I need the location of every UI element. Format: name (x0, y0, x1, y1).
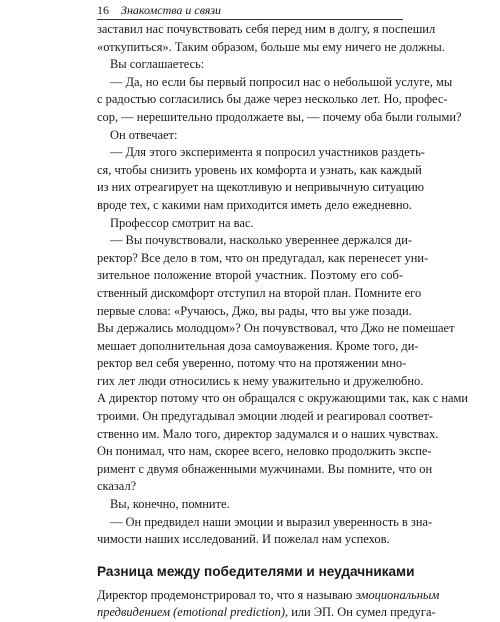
section-heading: Разница между победителями и неудачниками (97, 563, 415, 579)
text-line: троими. Он предугадывал эмоции людей и реагировал соответ- (97, 409, 433, 424)
text-line: Вы, конечно, помните. (110, 497, 230, 512)
text-line: вроде тех, с какими нам приходится иметь дело ежедневно. (97, 197, 413, 212)
text-line: зительное положение второй участник. Поэтому его соб- (97, 268, 403, 283)
emphasis-term: предвидением (emotional prediction) (97, 605, 285, 620)
text-line: ся, чтобы снизить уровень их комфорта и узнать, как каждый (97, 162, 422, 177)
text-line: Вы держались молодцом»? Он почувствовал, что Джо не помешает (97, 321, 455, 336)
text-line: мешает дополнительная доза самоуважения. Кроме того, ди- (97, 338, 419, 353)
text-line: сор, — нерешительно продолжаете вы, — почему оба были голыми? (97, 109, 462, 124)
running-header (97, 2, 403, 18)
text-line: ственно им. Мало того, директор задумался и о наших чувствах. (97, 426, 439, 441)
text-line: ректор? Все дело в том, что он предугадал, как перенесет уни- (97, 250, 429, 265)
text-line: ректор вел себя уверенно, потому что на протяжении мно- (97, 356, 407, 371)
text-line: — Вы почувствовали, насколько увереннее держался ди- (110, 233, 413, 248)
text-line (97, 604, 436, 622)
header-divider (97, 19, 403, 20)
chapter-title: Знакомства и связи (121, 3, 222, 17)
text-line: Профессор смотрит на вас. (110, 215, 254, 230)
text-line: гих лет люди относились к нему уважительно и дружелюбно. (97, 373, 424, 388)
body-text (97, 21, 469, 622)
text-line: — Для этого эксперимента я попросил участников раздеть- (110, 145, 425, 160)
text-line: А директор потому что он обращался с окружающими так, как с нами (97, 391, 469, 406)
text-fragment: , или ЭП. Он сумел предуга- (284, 605, 436, 620)
text-line: римент с двумя обнаженными мужчинами. Вы помните, что он (97, 461, 433, 476)
text-fragment: Директор продемонстрировал то, что я называю (97, 587, 356, 602)
text-line: ственный дискомфорт отступил на второй план. Помните его (97, 285, 422, 300)
text-line: — Да, но если бы первый попросил нас о небольшой услуге, мы (110, 74, 453, 89)
text-line: из них отреагирует на щекотливую и непривычную ситуацию (97, 180, 425, 195)
emphasis-term: эмоциональным (355, 587, 440, 602)
text-line: — Он предвидел наши эмоции и выразил уверенность в зна- (110, 514, 433, 529)
text-line: сказал? (97, 479, 137, 494)
text-line: Вы соглашаетесь: (110, 57, 205, 72)
text-line: Он понимал, что нам, скорее всего, неловко продолжить экспе- (97, 444, 432, 459)
text-line: заставил нас почувствовать себя перед ним в долгу, я поспешил (97, 22, 436, 36)
text-line: Он отвечает: (110, 127, 178, 142)
text-line: чимости наших исследований. И пожелал нам успехов. (97, 532, 390, 547)
text-line: первые слова: «Ручаюсь, Джо, вы рады, что вы уже позади. (97, 303, 412, 318)
text-line (97, 587, 440, 605)
page-number: 16 (97, 3, 109, 17)
text-line: с радостью согласились бы даже через несколько лет. Но, профес- (97, 92, 448, 107)
text-line: «откупиться». Таким образом, больше мы ему ничего не должны. (97, 39, 445, 54)
